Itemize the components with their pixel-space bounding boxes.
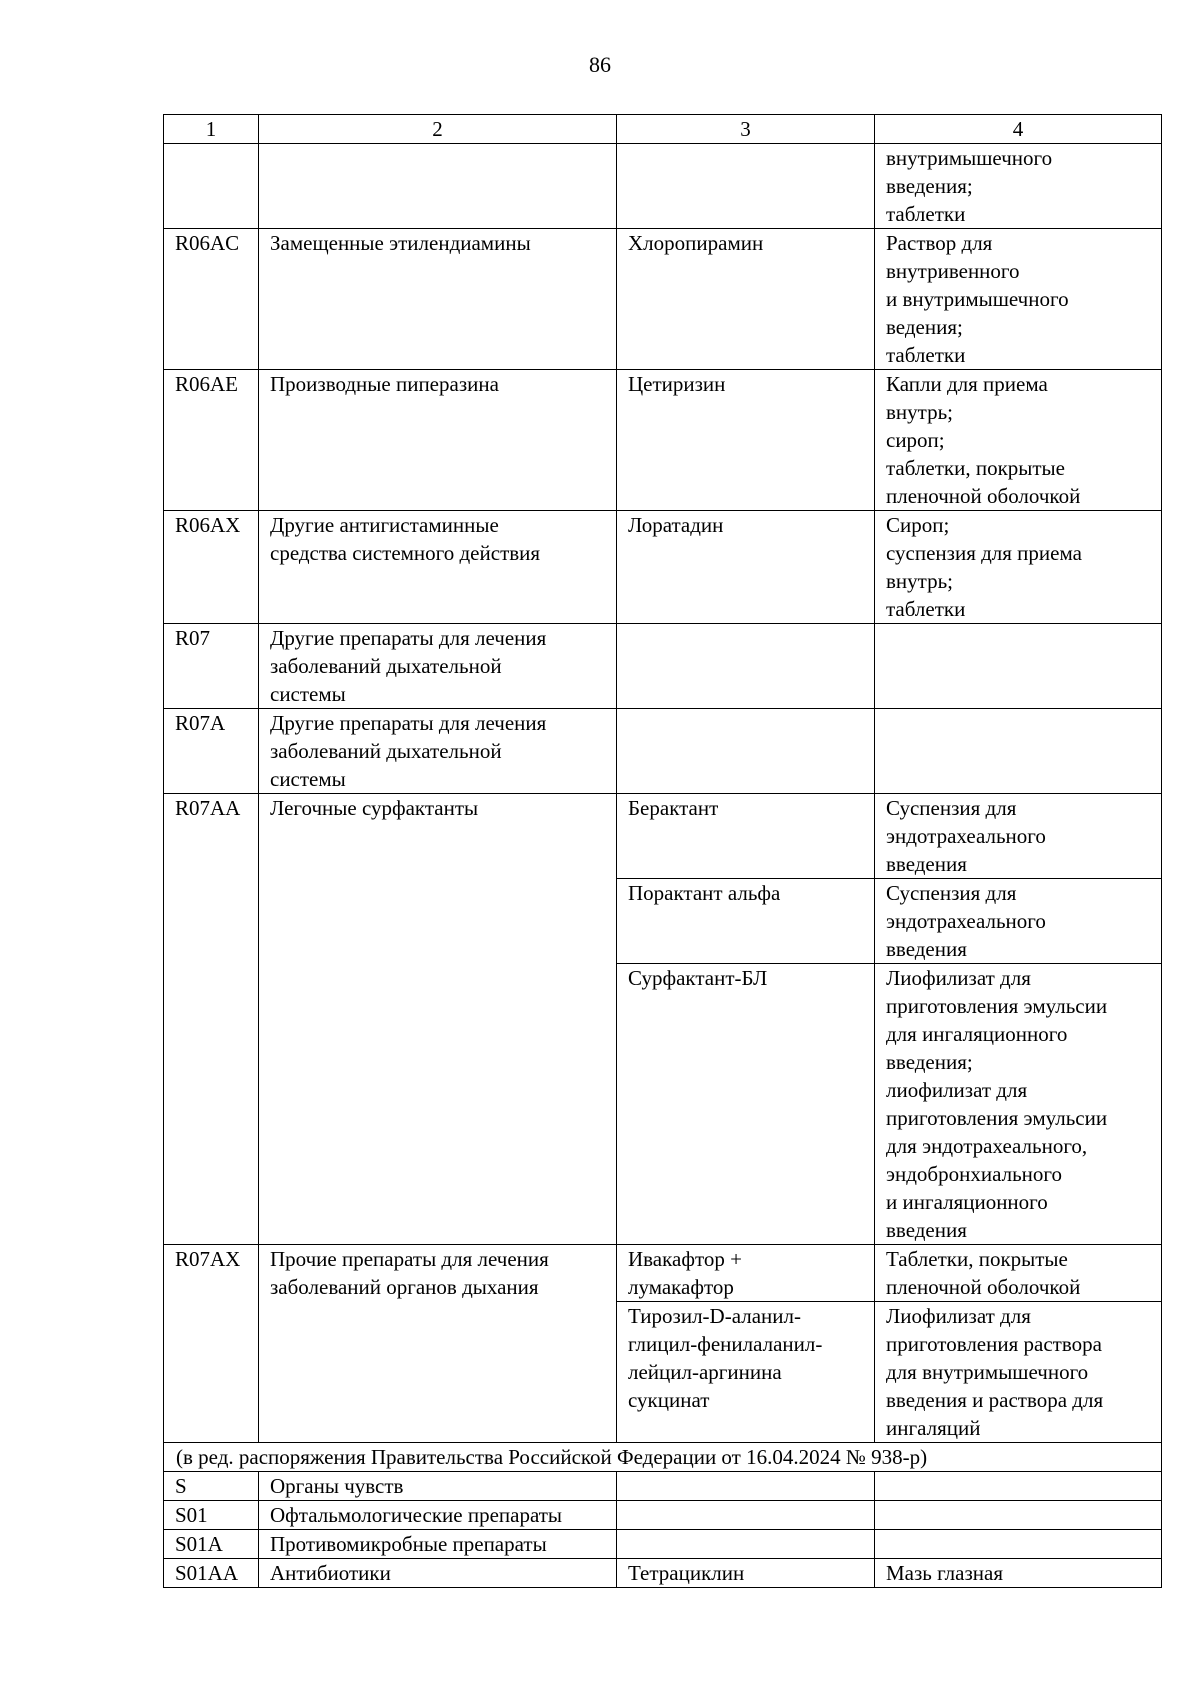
group-name-cell: Противомикробные препараты (259, 1530, 617, 1559)
substance-cell: Порактант альфа (617, 879, 875, 964)
group-name-cell: Легочные сурфактанты (259, 794, 617, 1245)
substance-cell (617, 144, 875, 229)
substance-cell (617, 1472, 875, 1501)
atc-code-cell: R07AX (164, 1245, 259, 1443)
table-body (164, 144, 1162, 1443)
substance-cell: Тетрациклин (617, 1559, 875, 1588)
dosage-form-cell: Капли для приема внутрь; сироп; таблетки, покрытые пленочной оболочкой (875, 370, 1162, 511)
amendment-note: (в ред. распоряжения Правительства Российской Федерации от 16.04.2024 № 938-р) (164, 1443, 1162, 1472)
table-row (164, 144, 1162, 229)
atc-code-cell (164, 144, 259, 229)
substance-cell: Тирозил-D-аланил- глицил-фенилаланил- лейцил-аргинина сукцинат (617, 1302, 875, 1443)
table-row (164, 624, 1162, 709)
column-header: 3 (617, 115, 875, 144)
dosage-form-cell (875, 1530, 1162, 1559)
page-number: 86 (589, 52, 611, 77)
dosage-form-cell: Таблетки, покрытые пленочной оболочкой (875, 1245, 1162, 1302)
group-name-cell: Производные пиперазина (259, 370, 617, 511)
group-name-cell: Органы чувств (259, 1472, 617, 1501)
group-name-cell (259, 144, 617, 229)
table-header-row (164, 115, 1162, 144)
atc-code-cell: S01 (164, 1501, 259, 1530)
table-body (164, 1472, 1162, 1588)
table-row (164, 1501, 1162, 1530)
group-name-cell: Офтальмологические препараты (259, 1501, 617, 1530)
atc-code-cell: R07A (164, 709, 259, 794)
table-row (164, 370, 1162, 511)
table-row (164, 1530, 1162, 1559)
substance-cell (617, 709, 875, 794)
group-name-cell: Антибиотики (259, 1559, 617, 1588)
substance-cell (617, 1530, 875, 1559)
table-row (164, 709, 1162, 794)
dosage-form-cell: Сироп; суспензия для приема внутрь; таблетки (875, 511, 1162, 624)
column-header: 2 (259, 115, 617, 144)
dosage-form-cell (875, 624, 1162, 709)
substance-cell: Цетиризин (617, 370, 875, 511)
table-row (164, 1443, 1162, 1472)
table-row (164, 511, 1162, 624)
column-header: 4 (875, 115, 1162, 144)
group-name-cell: Замещенные этилендиамины (259, 229, 617, 370)
substance-cell: Берактант (617, 794, 875, 879)
atc-code-cell: S (164, 1472, 259, 1501)
atc-code-cell: R06AE (164, 370, 259, 511)
atc-code-cell: R07 (164, 624, 259, 709)
drug-list-table (163, 114, 1162, 1588)
dosage-form-cell: Лиофилизат для приготовления раствора для внутримышечного введения и раствора для ингаляций (875, 1302, 1162, 1443)
table-row (164, 1472, 1162, 1501)
dosage-form-cell (875, 1472, 1162, 1501)
atc-code-cell: S01A (164, 1530, 259, 1559)
table-row (164, 1245, 1162, 1302)
substance-cell (617, 624, 875, 709)
dosage-form-cell (875, 709, 1162, 794)
group-name-cell: Прочие препараты для лечения заболеваний органов дыхания (259, 1245, 617, 1443)
table-row (164, 1559, 1162, 1588)
atc-code-cell: R06AX (164, 511, 259, 624)
atc-code-cell: R06AC (164, 229, 259, 370)
dosage-form-cell: внутримышечного введения; таблетки (875, 144, 1162, 229)
atc-code-cell: S01AA (164, 1559, 259, 1588)
dosage-form-cell: Мазь глазная (875, 1559, 1162, 1588)
substance-cell: Ивакафтор + лумакафтор (617, 1245, 875, 1302)
dosage-form-cell (875, 1501, 1162, 1530)
substance-cell: Лоратадин (617, 511, 875, 624)
dosage-form-cell: Лиофилизат для приготовления эмульсии для ингаляционного введения; лиофилизат для приготовления эмульсии для эндотрахеального, эндобронхиального и ингаляционного введения (875, 964, 1162, 1245)
dosage-form-cell: Суспензия для эндотрахеального введения (875, 879, 1162, 964)
group-name-cell: Другие препараты для лечения заболеваний дыхательной системы (259, 709, 617, 794)
substance-cell: Хлоропирамин (617, 229, 875, 370)
substance-cell (617, 1501, 875, 1530)
table-row (164, 229, 1162, 370)
table-row (164, 794, 1162, 879)
group-name-cell: Другие препараты для лечения заболеваний дыхательной системы (259, 624, 617, 709)
dosage-form-cell: Суспензия для эндотрахеального введения (875, 794, 1162, 879)
substance-cell: Сурфактант-БЛ (617, 964, 875, 1245)
dosage-form-cell: Раствор для внутривенного и внутримышечного ведения; таблетки (875, 229, 1162, 370)
group-name-cell: Другие антигистаминные средства системного действия (259, 511, 617, 624)
column-header: 1 (164, 115, 259, 144)
atc-code-cell: R07AA (164, 794, 259, 1245)
